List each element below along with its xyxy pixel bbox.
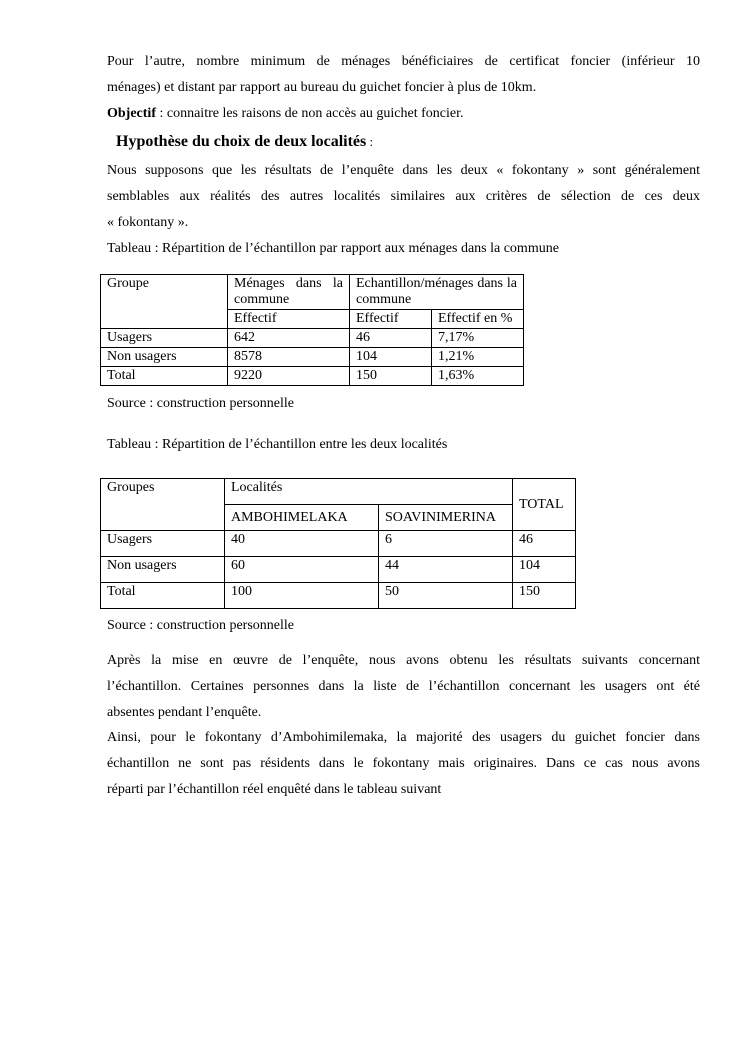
- table-row: [101, 583, 576, 609]
- para1-line1: Pour l’autre, nombre minimum de ménages bénéficiaires de certificat foncier (inférieur 10: [107, 54, 700, 69]
- table-row: [101, 479, 576, 505]
- header-groupes: Groupes: [101, 479, 225, 531]
- header-total: TOTAL: [513, 479, 576, 531]
- table-row: [101, 329, 524, 348]
- cell-loc1: 60: [225, 557, 379, 583]
- cell-total: 104: [513, 557, 576, 583]
- header-loc2: SOAVINIMERINA: [379, 505, 513, 531]
- table1-source: Source : construction personnelle: [107, 396, 295, 411]
- cell-menages: 8578: [228, 348, 350, 367]
- header-echantillon: Echantillon/ménages dans la commune: [350, 275, 524, 310]
- table-row: [101, 557, 576, 583]
- header-localites: Localités: [225, 479, 513, 505]
- cell-pct: 1,21%: [432, 348, 524, 367]
- header-loc1: AMBOHIMELAKA: [225, 505, 379, 531]
- table2-source: Source : construction personnelle: [107, 618, 295, 633]
- cell-menages: 9220: [228, 367, 350, 386]
- table1-caption: Tableau : Répartition de l’échantillon par rapport aux ménages dans la commune: [107, 241, 559, 256]
- cell-loc1: 100: [225, 583, 379, 609]
- cell-pct: 7,17%: [432, 329, 524, 348]
- header-effectif-pct: Effectif en %: [432, 310, 524, 329]
- cell-loc2: 50: [379, 583, 513, 609]
- para3-line3: absentes pendant l’enquête.: [107, 705, 262, 720]
- sample-by-locality-table: [100, 478, 576, 609]
- table-row: [101, 275, 524, 310]
- para1-line2: ménages) et distant par rapport au bureau du guichet foncier à plus de 10km.: [107, 80, 537, 95]
- header-effectif: Effectif: [228, 310, 350, 329]
- cell-menages: 642: [228, 329, 350, 348]
- cell-pct: 1,63%: [432, 367, 524, 386]
- sample-by-households-table: [100, 274, 524, 386]
- cell-groupe: Non usagers: [101, 557, 225, 583]
- cell-groupe: Total: [101, 583, 225, 609]
- cell-echantillon: 150: [350, 367, 432, 386]
- header-groupe: Groupe: [101, 275, 228, 329]
- table-row: [101, 531, 576, 557]
- cell-total: 46: [513, 531, 576, 557]
- cell-echantillon: 104: [350, 348, 432, 367]
- cell-groupe: Usagers: [101, 531, 225, 557]
- header-menages: Ménages dans la commune: [228, 275, 350, 310]
- cell-echantillon: 46: [350, 329, 432, 348]
- section-heading: [116, 130, 373, 154]
- para2-line2: semblables aux réalités des autres localités similaires aux critères de sélection de ces deux: [107, 189, 700, 204]
- cell-total: 150: [513, 583, 576, 609]
- cell-loc2: 44: [379, 557, 513, 583]
- objectif-line: [107, 101, 700, 127]
- table-row: [101, 348, 524, 367]
- cell-groupe: Non usagers: [101, 348, 228, 367]
- header-effectif2: Effectif: [350, 310, 432, 329]
- objectif-label: Objectif: [107, 106, 156, 121]
- cell-groupe: Total: [101, 367, 228, 386]
- heading-colon: :: [366, 134, 374, 149]
- para4-line2: échantillon ne sont pas résidents dans le fokontany mais originaires. Dans ce cas nous avons: [107, 756, 700, 771]
- cell-loc2: 6: [379, 531, 513, 557]
- para3-line1: Après la mise en œuvre de l’enquête, nous avons obtenu les résultats suivants concernant: [107, 653, 700, 668]
- para4-line1: Ainsi, pour le fokontany d’Ambohimilemaka, la majorité des usagers du guichet foncier dans: [107, 730, 700, 745]
- cell-groupe: Usagers: [101, 329, 228, 348]
- objectif-text: : connaitre les raisons de non accès au guichet foncier.: [155, 106, 464, 121]
- para2-line3: « fokontany ».: [107, 215, 189, 230]
- heading-title: Hypothèse du choix de deux localités: [116, 133, 367, 150]
- table2-caption: Tableau : Répartition de l’échantillon entre les deux localités: [107, 437, 448, 452]
- para3-line2: l’échantillon. Certaines personnes dans la liste de l’échantillon concernant les usagers ont été: [107, 679, 700, 694]
- cell-loc1: 40: [225, 531, 379, 557]
- para4-line3: réparti par l’échantillon réel enquêté dans le tableau suivant: [107, 782, 442, 797]
- table-row: [101, 367, 524, 386]
- para2-line1: Nous supposons que les résultats de l’enquête dans les deux « fokontany » sont généralement: [107, 163, 700, 178]
